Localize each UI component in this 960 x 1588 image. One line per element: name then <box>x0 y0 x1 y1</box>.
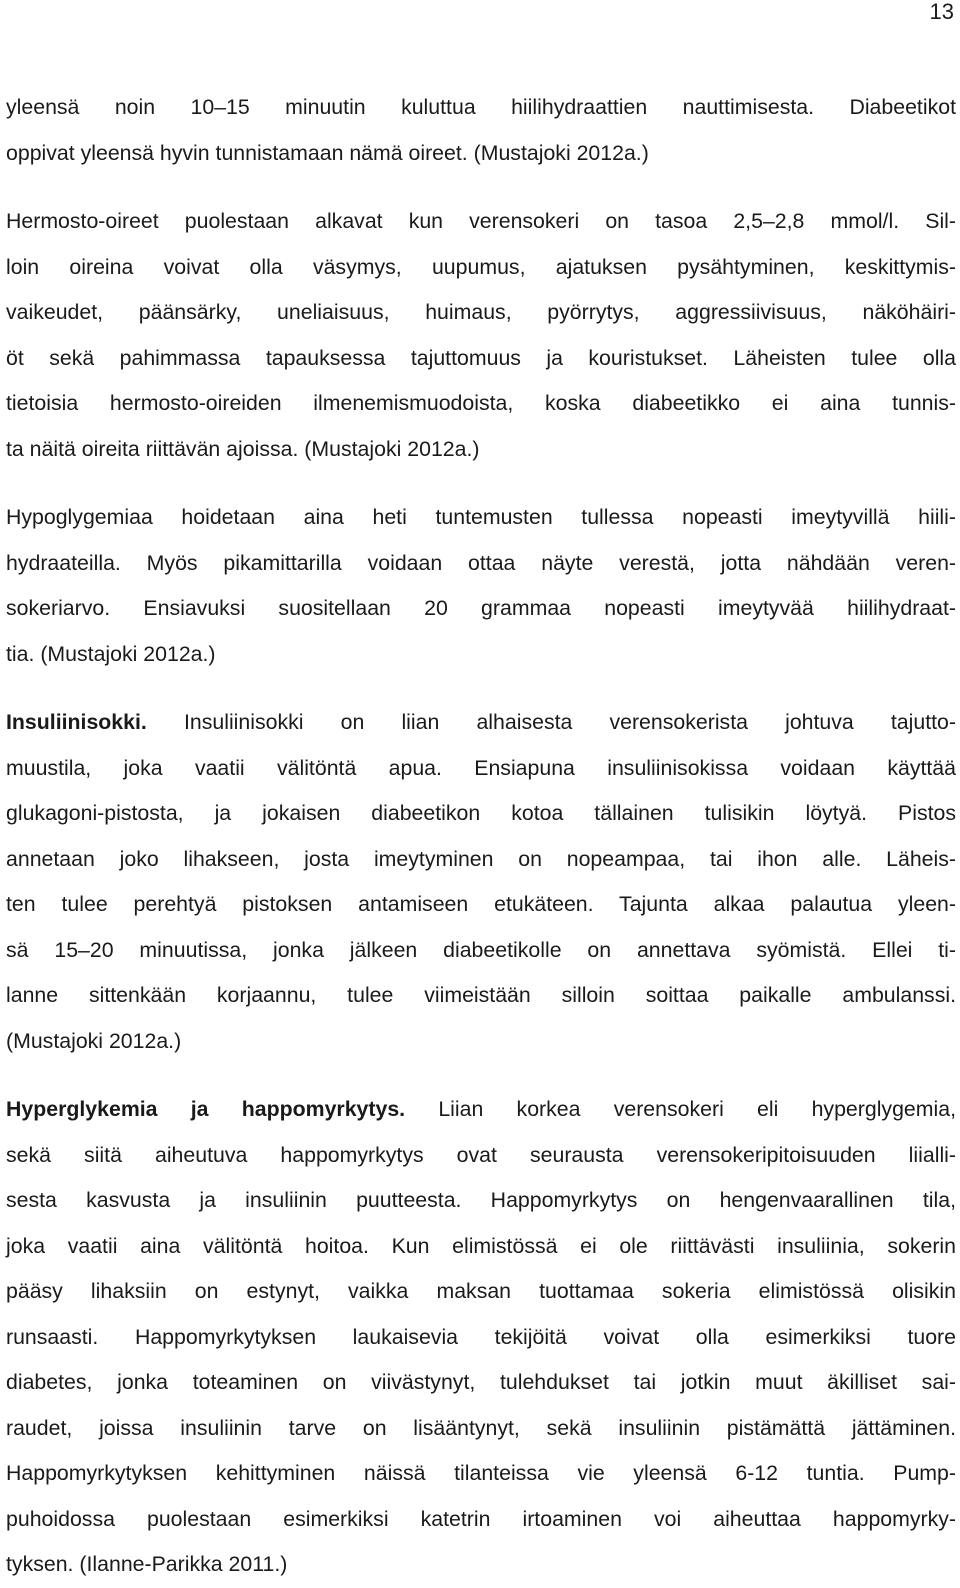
text-line <box>6 1087 956 1133</box>
text-line: tyksen. (Ilanne-Parikka 2011.) <box>6 1552 288 1576</box>
text-line: lanne sittenkään korjaannu, tulee viimeistään silloin soittaa paikalle ambulanssi. <box>6 983 956 1007</box>
text-line: tia. (Mustajoki 2012a.) <box>6 641 216 666</box>
text-line: glukagoni-pistosta, ja jokaisen diabeetikon kotoa tällainen tulisikin löytyä. Pistos <box>6 801 956 825</box>
text-line: Happomyrkytyksen kehittyminen näissä tilanteissa vie yleensä 6-12 tuntia. Pump- <box>6 1461 956 1485</box>
section-heading-hyperglycemia: Hyperglykemia ja happomyrkytys. <box>6 1097 406 1121</box>
text-line: yleensä noin 10–15 minuutin kuluttua hiilihydraattien nauttimisesta. Diabeetikot <box>6 95 956 119</box>
text-line: tietoisia hermosto-oireiden ilmenemismuodoista, koska diabeetikko ei aina tunnis- <box>6 391 956 415</box>
text-line: sokeriarvo. Ensiavuksi suositellaan 20 grammaa nopeasti imeytyvää hiilihydraat- <box>6 596 956 620</box>
text-line: Hypoglygemiaa hoidetaan aina heti tuntemusten tullessa nopeasti imeytyvillä hiili- <box>6 505 956 529</box>
text-line: loin oireina voivat olla väsymys, uupumus, ajatuksen pysähtyminen, keskittymis- <box>6 254 956 279</box>
page-number: 13 <box>929 0 954 24</box>
text-line: joka vaatii aina välitöntä hoitoa. Kun elimistössä ei ole riittävästi insuliinia, sokerin <box>6 1233 956 1258</box>
paragraph-nervous-symptoms <box>6 199 956 472</box>
text-line: raudet, joissa insuliinin tarve on lisääntynyt, sekä insuliinin pistämättä jättäminen. <box>6 1415 956 1440</box>
section-heading-insulin-shock: Insuliinisokki. <box>6 710 147 734</box>
text-line: hydraateilla. Myös pikamittarilla voidaan ottaa näyte verestä, jotta nähdään veren- <box>6 550 956 575</box>
text-line: runsaasti. Happomyrkytyksen laukaisevia tekijöitä voivat olla esimerkiksi tuore <box>6 1324 956 1349</box>
text-line: pääsy lihaksiin on estynyt, vaikka maksan tuottamaa sokeria elimistössä olisikin <box>6 1279 956 1303</box>
paragraph-intro-continuation <box>6 85 956 176</box>
text-line: sekä siitä aiheutuva happomyrkytys ovat seurausta verensokeripitoisuuden liialli- <box>6 1142 956 1167</box>
text-line: ten tulee perehtyä pistoksen antamiseen etukäteen. Tajunta alkaa palautua yleen- <box>6 892 956 916</box>
text-fragment: Insuliinisokki on liian alhaisesta verensokerista johtuva tajutto- <box>146 710 956 734</box>
text-line: muustila, joka vaatii välitöntä apua. Ensiapuna insuliinisokissa voidaan käyttää <box>6 755 956 780</box>
text-line: puhoidossa puolestaan esimerkiksi katetrin irtoaminen voi aiheuttaa happomyrky- <box>6 1506 956 1531</box>
paragraph-hyperglycemia <box>6 1087 956 1588</box>
paragraph-hypoglycemia-treatment <box>6 495 956 677</box>
document-body <box>6 85 956 1588</box>
text-line: (Mustajoki 2012a.) <box>6 1028 182 1053</box>
text-line: Hermosto-oireet puolestaan alkavat kun verensokeri on tasoa 2,5–2,8 mmol/l. Sil- <box>6 209 956 233</box>
text-line: annetaan joko lihakseen, josta imeytyminen on nopeampaa, tai ihon alle. Läheis- <box>6 846 956 871</box>
text-line: ta näitä oireita riittävän ajoissa. (Mustajoki 2012a.) <box>6 436 480 461</box>
paragraph-insulin-shock <box>6 700 956 1064</box>
text-line: sä 15–20 minuutissa, jonka jälkeen diabeetikolle on annettava syömistä. Ellei ti- <box>6 937 956 962</box>
text-line <box>6 700 956 746</box>
text-line: öt sekä pahimmassa tapauksessa tajuttomuus ja kouristukset. Läheisten tulee olla <box>6 345 956 370</box>
text-line: sesta kasvusta ja insuliinin puutteesta. Happomyrkytys on hengenvaarallinen tila, <box>6 1188 956 1212</box>
text-fragment: Liian korkea verensokeri eli hyperglygemia, <box>405 1097 957 1121</box>
text-line: vaikeudet, päänsärky, uneliaisuus, huimaus, pyörrytys, aggressiivisuus, näköhäiri- <box>6 300 956 324</box>
text-line: oppivat yleensä hyvin tunnistamaan nämä oireet. (Mustajoki 2012a.) <box>6 140 649 165</box>
text-line: diabetes, jonka toteaminen on viivästynyt, tulehdukset tai jotkin muut äkilliset sai- <box>6 1370 956 1394</box>
